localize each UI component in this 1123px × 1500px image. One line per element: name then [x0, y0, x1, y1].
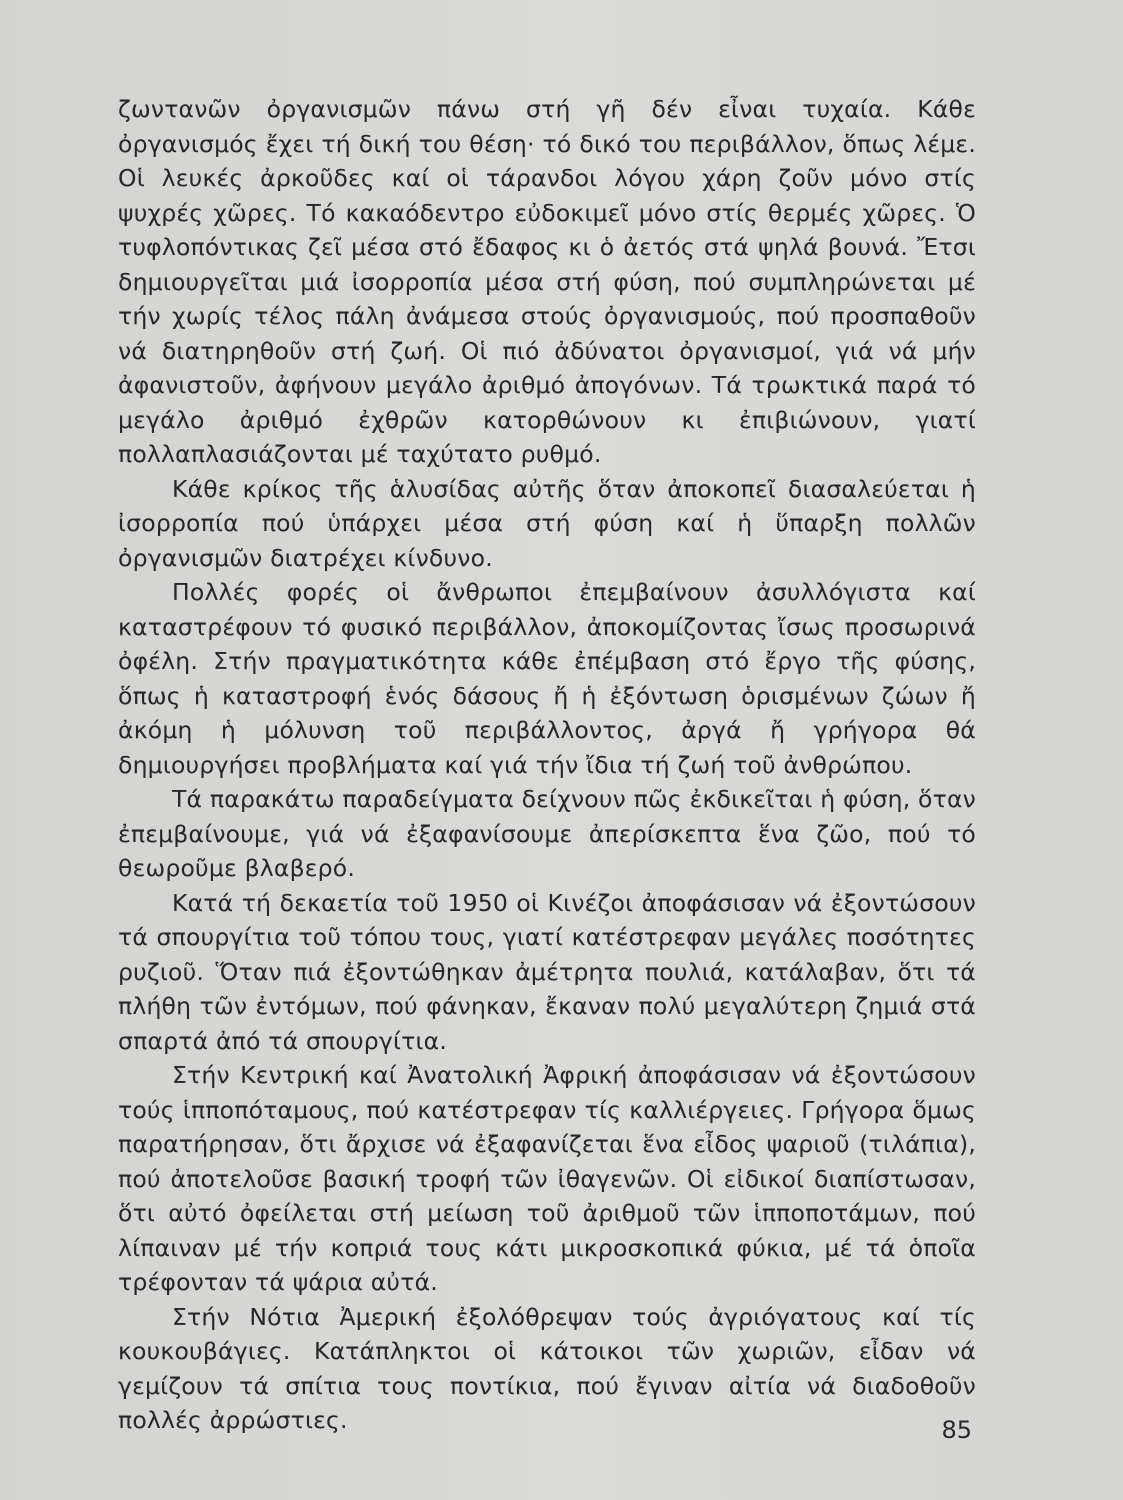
- paragraph-examples-intro: Τά παρακάτω παραδείγματα δείχνουν πῶς ἐκδικεῖται ἡ φύση, ὅταν ἐπεμβαίνουμε, γιά νά ἐξαφανίσουμε ἀπερίσκεπτα ἕνα ζῶο, πού τό θεωροῦμε βλαβερό.: [118, 785, 976, 882]
- body-text: [118, 92, 976, 1438]
- paragraph-human-intervention: Πολλές φορές οἱ ἄνθρωποι ἐπεμβαίνουν ἀσυλλόγιστα καί καταστρέφουν τό φυσικό περιβάλλον, ἀποκομίζοντας ἴσως προσωρινά ὀφέλη. Στήν πραγματικότητα κάθε ἐπέμβαση στό ἔργο τῆς φύσης, ὅπως ἡ καταστροφή ἑνός δάσους ἤ ἡ ἐξόντωση ὁρισμένων ζώων ἤ ἀκόμη ἡ μόλυνση τοῦ περιβάλλοντος, ἀργά ἤ γρήγορα θά δημιουργήσει προβλήματα καί γιά τήν ἴδια τή ζωή τοῦ ἀνθρώπου.: [118, 578, 976, 779]
- page-number: 85: [941, 1416, 972, 1444]
- paragraph-africa-hippos: Στήν Κεντρική καί Ἀνατολική Ἀφρική ἀποφάσισαν νά ἐξοντώσουν τούς ἱπποπόταμους, πού κατέστρεφαν τίς καλλιέργειες. Γρήγορα ὅμως παρατήρησαν, ὅτι ἄρχισε νά ἐξαφανίζεται ἕνα εἶδος ψαριοῦ (τιλάπια), πού ἀποτελοῦσε βασική τροφή τῶν ἰθαγενῶν. Οἱ εἰδικοί διαπίστωσαν, ὅτι αὐτό ὀφείλεται στή μείωση τοῦ ἀριθμοῦ τῶν ἱπποποτάμων, πού λίπαιναν μέ τήν κοπριά τους κάτι μικροσκοπικά φύκια, μέ τά ὁποῖα τρέφονταν τά ψάρια αὐτά.: [118, 1061, 976, 1296]
- paragraph-china-sparrows: Κατά τή δεκαετία τοῦ 1950 οἱ Κινέζοι ἀποφάσισαν νά ἐξοντώσουν τά σπουργίτια τοῦ τόπου τους, γιατί κατέστρεφαν μεγάλες ποσότητες ρυζιοῦ. Ὅταν πιά ἐξοντώθηκαν ἀμέτρητα πουλιά, κατάλαβαν, ὅτι τά πλήθη τῶν ἐντόμων, πού φάνηκαν, ἔκαναν πολύ μεγαλύτερη ζημιά στά σπαρτά ἀπό τά σπουργίτια.: [118, 888, 976, 1055]
- paragraph-continuation: ζωντανῶν ὀργανισμῶν πάνω στή γῆ δέν εἶναι τυχαία. Κάθε ὀργανισμός ἔχει τή δική του θέση· τό δικό του περιβάλλον, ὅπως λέμε. Οἱ λευκές ἀρκοῦδες καί οἱ τάρανδοι λόγου χάρη ζοῦν μόνο στίς ψυχρές χῶρες. Τό κακαόδεντρο εὐδοκιμεῖ μόνο στίς θερμές χῶρες. Ὁ τυφλοπόντικας ζεῖ μέσα στό ἔδαφος κι ὁ ἀετός στά ψηλά βουνά. Ἔτσι δημιουργεῖται μιά ἰσορροπία μέσα στή φύση, πού συμπληρώνεται μέ τήν χωρίς τέλος πάλη ἀνάμεσα στούς ὀργανισμούς, πού προσπαθοῦν νά διατηρηθοῦν στή ζωή. Οἱ πιό ἀδύνατοι ὀργανισμοί, γιά νά μήν ἀφανιστοῦν, ἀφήνουν μεγάλο ἀριθμό ἀπογόνων. Τά τρωκτικά παρά τό μεγάλο ἀριθμό ἐχθρῶν κατορθώνουν κι ἐπιβιώνουν, γιατί πολλαπλασιάζονται μέ ταχύτατο ρυθμό.: [118, 95, 976, 468]
- paragraph-south-america-owls: Στήν Νότια Ἀμερική ἐξολόθρεψαν τούς ἀγριόγατους καί τίς κουκουβάγιες. Κατάπληκτοι οἱ κάτοικοι τῶν χωριῶν, εἶδαν νά γεμίζουν τά σπίτια τους ποντίκια, πού ἔγιναν αἰτία νά διαδοθοῦν πολλές ἀρρώστιες.: [118, 1302, 976, 1434]
- paragraph-chain-links: Κάθε κρίκος τῆς ἁλυσίδας αὐτῆς ὅταν ἀποκοπεῖ διασαλεύεται ἡ ἰσορροπία πού ὑπάρχει μέσα στή φύση καί ἡ ὕπαρξη πολλῶν ὀργανισμῶν διατρέχει κίνδυνο.: [118, 474, 976, 572]
